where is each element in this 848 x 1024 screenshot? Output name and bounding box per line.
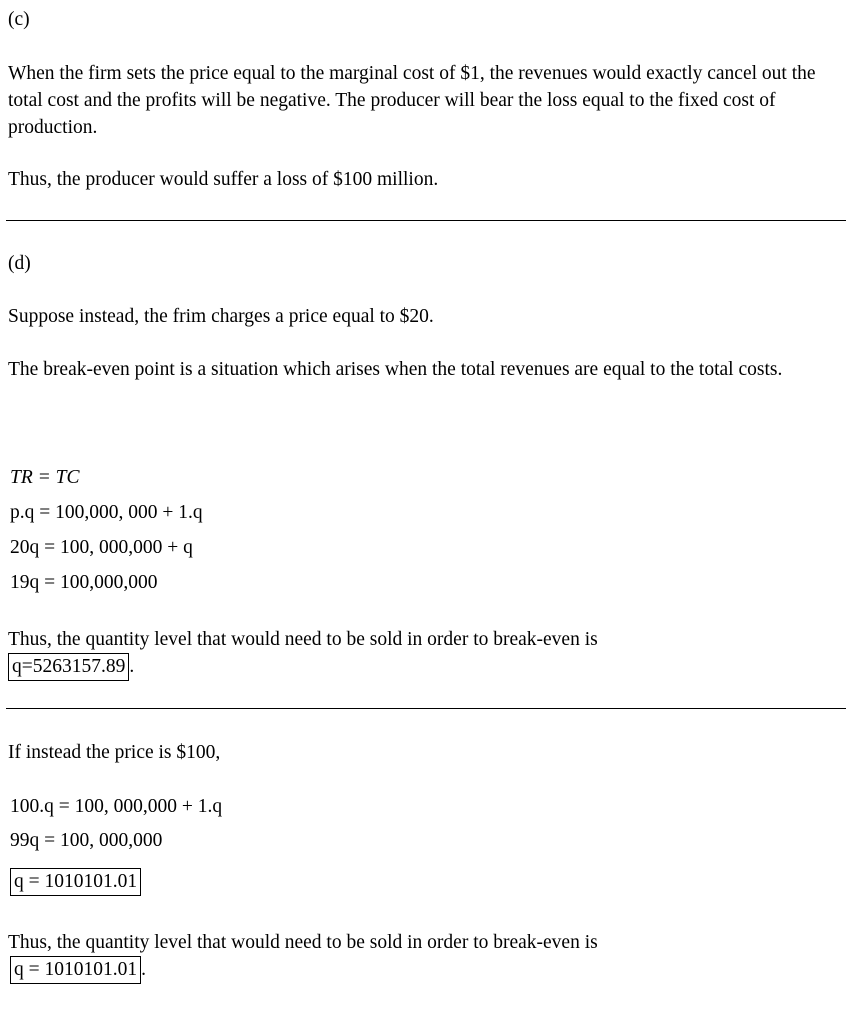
part-e-intro: If instead the price is $100,: [8, 742, 221, 763]
section-divider-1: [6, 220, 846, 221]
part-d-result-box: q=5263157.89: [8, 653, 129, 681]
equation-line: TR = TC: [10, 467, 80, 488]
part-d-intro: Suppose instead, the frim charges a price equal to $20.: [8, 306, 434, 327]
equation-line: 99q = 100, 000,000: [10, 830, 163, 851]
part-d-conclusion-text: Thus, the quantity level that would need to be sold in order to break-even is: [8, 629, 598, 650]
part-c-paragraph: When the firm sets the price equal to the marginal cost of $1, the revenues would exactly cancel out the total cost and the profits will be negative. The producer will bear the loss equal to the fixed cost of production.: [8, 63, 816, 138]
part-d-result-suffix: .: [129, 656, 135, 677]
part-d-label: (d): [8, 253, 31, 274]
part-c-conclusion: Thus, the producer would suffer a loss of $100 million.: [8, 169, 439, 190]
part-e-result-box: q = 1010101.01: [10, 956, 141, 984]
equation-line: 100.q = 100, 000,000 + 1.q: [10, 796, 223, 817]
section-divider-2: [6, 708, 846, 709]
part-d-conclusion: [8, 626, 842, 681]
part-e-boxed-result: q = 1010101.01: [10, 868, 141, 896]
part-e-conclusion: [8, 929, 842, 984]
equation-line: p.q = 100,000, 000 + 1.q: [10, 502, 203, 523]
part-c-label: (c): [8, 9, 30, 30]
equation-line: 20q = 100, 000,000 + q: [10, 537, 193, 558]
equation-line: 19q = 100,000,000: [10, 572, 158, 593]
part-e-conclusion-text: Thus, the quantity level that would need to be sold in order to break-even is: [8, 932, 598, 953]
part-d-definition: The break-even point is a situation which arises when the total revenues are equal to the total costs.: [8, 359, 783, 380]
part-e-result-suffix: .: [141, 959, 146, 980]
